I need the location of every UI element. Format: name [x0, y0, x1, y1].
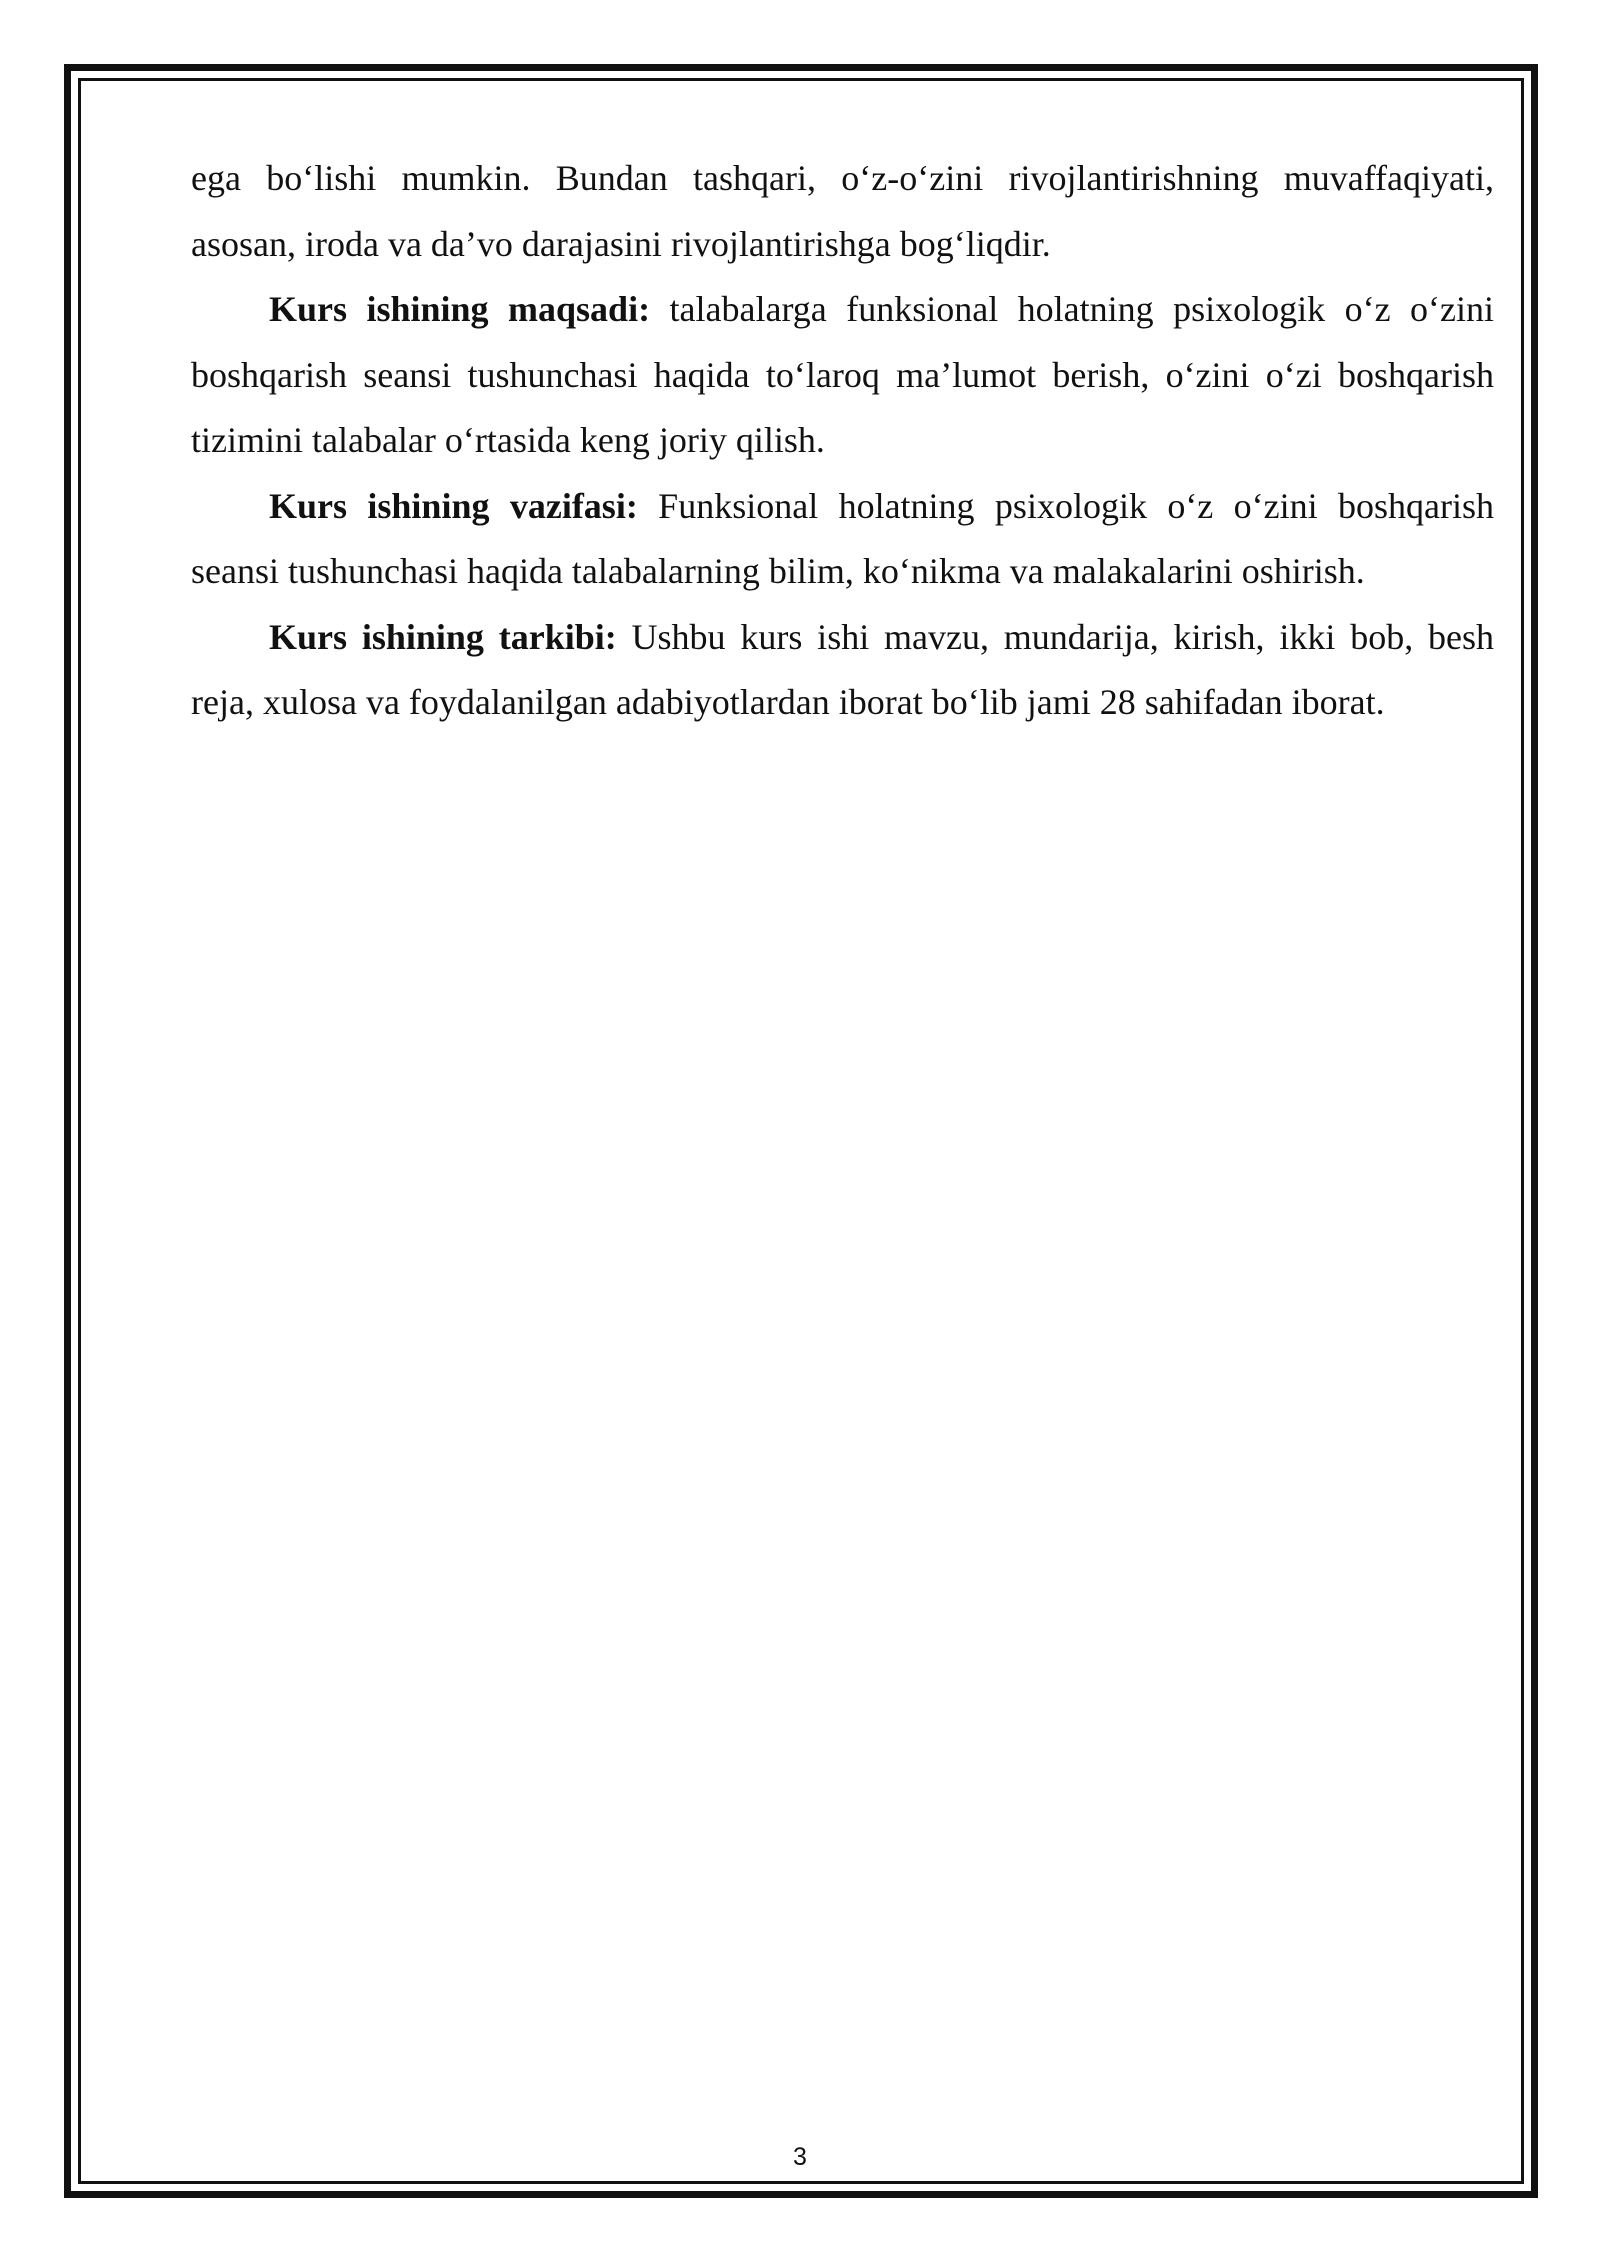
paragraph-structure	[191, 605, 1494, 736]
paragraph-text-task: Funksional holatning psixologik o‘z o‘zini boshqarish seansi tushunchasi haqida talabalarning bilim, ko‘nikma va malakalarini oshirish.	[191, 485, 1494, 591]
paragraph-text-structure: Ushbu kurs ishi mavzu, mundarija, kirish, ikki bob, besh reja, xulosa va foydalanilgan adabiyotlardan iborat bo‘lib jami 28 sahifadan iborat.	[191, 616, 1494, 722]
paragraph-text-goal: talabalarga funksional holatning psixologik o‘z o‘zini boshqarish seansi tushunchasi haqida to‘laroq ma’lumot berish, o‘zini o‘zi boshqarish tizimini talabalar o‘rtasida keng joriy qilish.	[191, 289, 1495, 460]
paragraph-heading-structure: Kurs ishining tarkibi:	[269, 616, 617, 657]
paragraph-task	[191, 474, 1494, 605]
paragraph-text: ega bo‘lishi mumkin. Bundan tashqari, o‘z-o‘zini rivojlantirishning muvaffaqiyati, asosan, iroda va da’vo darajasini rivojlantirishga bog‘liqdir.	[191, 158, 1494, 264]
page-number: 3	[793, 2143, 807, 2171]
paragraph-goal	[191, 277, 1494, 474]
document-body	[191, 146, 1494, 736]
paragraph-heading-task: Kurs ishining vazifasi:	[269, 485, 638, 526]
paragraph-continuation	[191, 146, 1494, 277]
paragraph-heading-goal: Kurs ishining maqsadi:	[269, 289, 651, 329]
